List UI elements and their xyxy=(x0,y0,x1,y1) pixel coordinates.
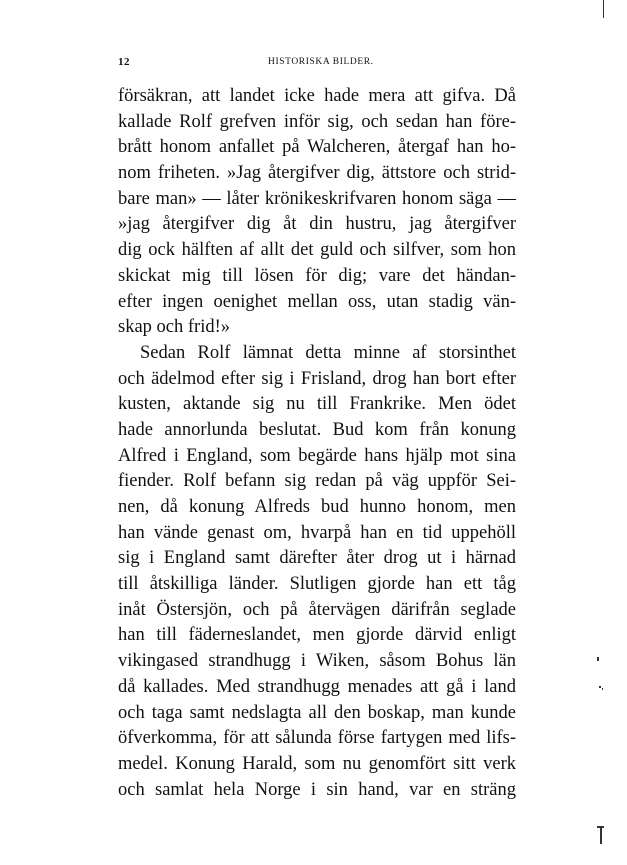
paragraph xyxy=(118,84,516,341)
text-line: han vände genast om, hvarpå han en tid uppehöll xyxy=(118,522,516,543)
text-line: och samlat hela Norge i sin hand, var en sträng xyxy=(118,779,516,800)
text-line: försäkran, att landet icke hade mera att gifva. Då xyxy=(118,86,516,106)
text-line: hade annorlunda beslutat. Bud kom från konung xyxy=(118,419,516,440)
text-line: nom friheten. »Jag återgifver dig, ättstore och strid- xyxy=(118,163,516,184)
text-line: sig i England samt därefter åter drog ut i härnad xyxy=(118,548,516,569)
page-header xyxy=(118,56,516,72)
text-line: vikingased strandhugg i Wiken, såsom Bohus län xyxy=(118,651,516,672)
scan-artifact xyxy=(599,686,601,688)
text-line: medel. Konung Harald, som nu genomfört sitt verk xyxy=(118,753,516,774)
text-line: öfverkomma, för att sålunda förse fartygen med lifs- xyxy=(118,728,516,749)
text-line: dig ock hälften af allt det guld och silfver, som hon xyxy=(118,240,516,261)
scan-artifact xyxy=(600,826,602,844)
body-text xyxy=(118,84,516,803)
paragraph xyxy=(118,341,516,803)
running-title: HISTORISKA BILDER. xyxy=(268,57,374,67)
text-line: »jag återgifver dig åt din hustru, jag återgifver xyxy=(118,214,516,235)
text-line: skickat mig till lösen för dig; vare det händan- xyxy=(118,265,516,286)
text-line: inåt Östersjön, och på återvägen därifrån seglade xyxy=(118,599,516,620)
text-line: och taga samt nedslagta all den boskap, man kunde xyxy=(118,702,516,723)
text-line: nen, då konung Alfreds bud hunno honom, men xyxy=(118,497,516,517)
text-line: och ädelmod efter sig i Frisland, drog han bort efter xyxy=(118,368,516,389)
text-line: bare man» — låter krönikeskrifvaren honom säga — xyxy=(118,188,516,209)
scan-artifact xyxy=(597,657,599,661)
text-line: Alfred i England, som begärde hans hjälp mot sina xyxy=(118,445,516,466)
scan-artifact xyxy=(597,826,604,828)
text-line: kusten, aktande sig nu till Frankrike. Men ödet xyxy=(118,394,516,415)
text-line: han till fäderneslandet, men gjorde därvid enligt xyxy=(118,625,516,646)
text-line: då kallades. Med strandhugg menades att gå i land xyxy=(118,676,516,697)
page-number: 12 xyxy=(118,56,130,68)
scan-artifact xyxy=(603,0,604,18)
text-line: efter ingen oenighet mellan oss, utan stadig vän- xyxy=(118,291,516,312)
text-line: skap och frid!» xyxy=(118,317,230,338)
text-line: kallade Rolf grefven inför sig, och sedan han före- xyxy=(118,111,516,132)
text-line: fiender. Rolf befann sig redan på väg uppför Sei- xyxy=(118,471,516,492)
scan-artifact xyxy=(602,688,603,690)
text-line: brått honom anfallet på Walcheren, återgaf han ho- xyxy=(118,137,516,158)
text-line: Sedan Rolf lämnat detta minne af storsinthet xyxy=(140,342,516,363)
text-line: till åtskilliga länder. Slutligen gjorde han ett tåg xyxy=(118,574,516,595)
